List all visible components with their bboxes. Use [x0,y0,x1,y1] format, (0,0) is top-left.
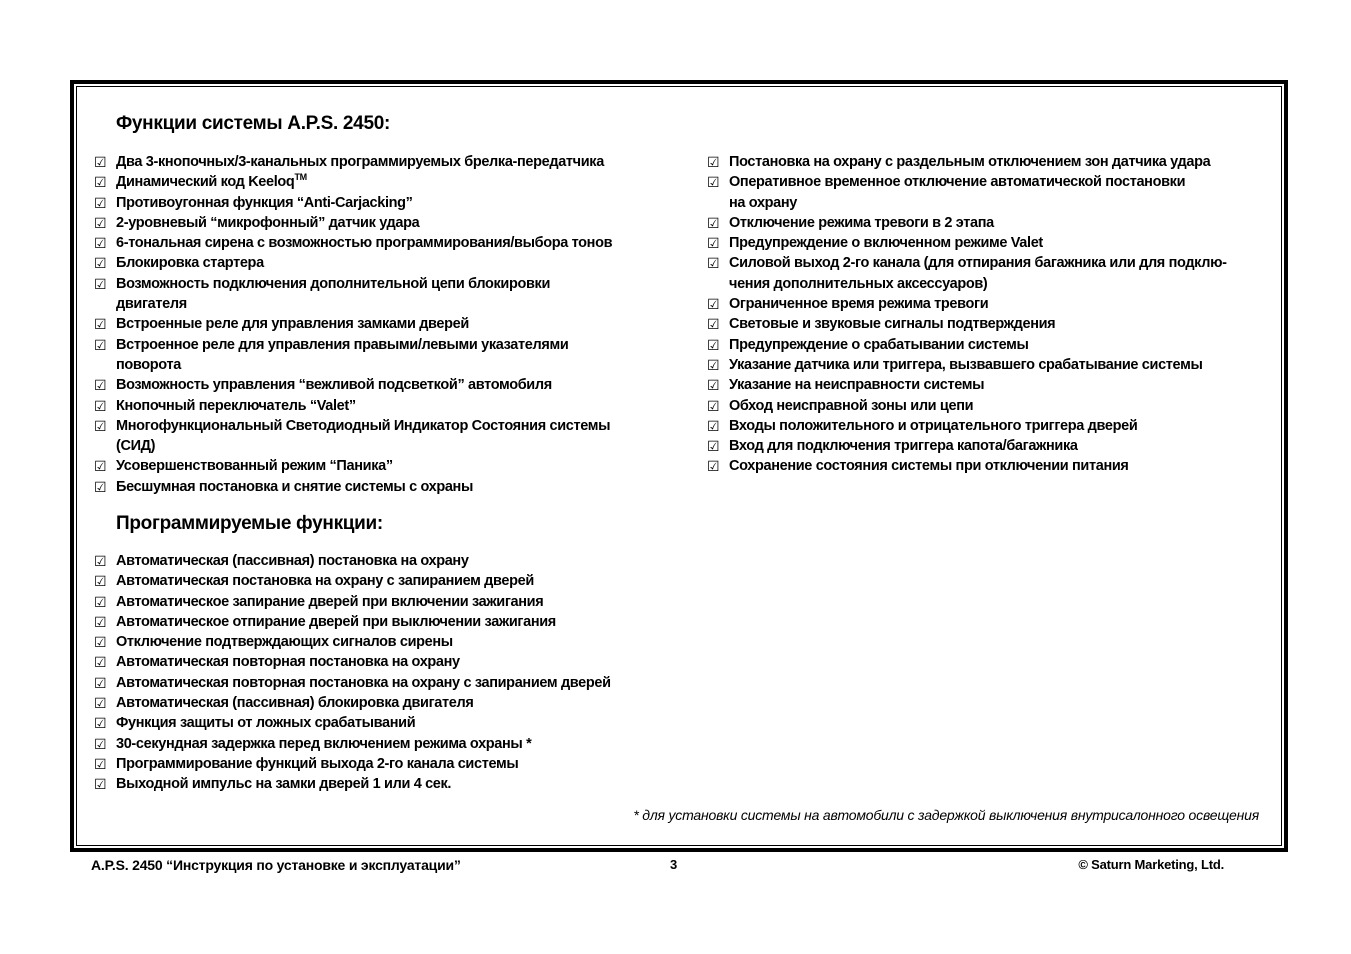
checklist-item-text: Функция защиты от ложных срабатываний [116,715,416,732]
checklist-item-text: Отключение подтверждающих сигналов сирены [116,634,453,651]
checklist-item [94,734,611,754]
checklist-item [94,652,611,672]
features-heading: Функции системы A.P.S. 2450: [116,113,391,134]
checklist-item [94,274,612,315]
checklist-item [94,693,611,713]
footer-copyright: © Saturn Marketing, Ltd. [1078,857,1224,872]
checklist-item-text: Автоматическая (пассивная) блокировка двигателя [116,695,474,712]
checkbox-checked-icon: ☑ [94,654,107,671]
checklist-item-text: Программирование функций выхода 2-го канала системы [116,755,519,772]
checklist-item [94,571,611,591]
checklist-item-text: Кнопочный переключатель “Valet” [116,397,356,414]
checklist-item-text: Оперативное временное отключение автоматической постановки [729,174,1186,191]
checkbox-checked-icon: ☑ [707,174,720,191]
checklist-item-text: Возможность управления “вежливой подсветкой” автомобиля [116,377,552,394]
checklist-item [94,477,612,497]
checkbox-checked-icon: ☑ [94,316,107,333]
checklist-item [707,253,1227,294]
trademark-superscript: TM [294,172,307,183]
checklist-item-continuation: на охрану [729,194,798,211]
checklist-item-text: Автоматическая повторная постановка на охрану с запиранием дверей [116,674,611,691]
checkbox-checked-icon: ☑ [707,214,720,231]
page-frame-inner [76,86,1282,846]
checklist-item-text: 2-уровневый “микрофонный” датчик удара [116,214,420,231]
checklist-item-text: Многофункциональный Светодиодный Индикатор Состояния системы [116,417,611,434]
checklist-item [94,253,612,273]
page-number: 3 [670,857,678,872]
checklist-item-text: Указание на неисправности системы [729,377,985,394]
checklist-item-text: Автоматическая постановка на охрану с запиранием дверей [116,573,534,590]
checklist-item-text: Встроенные реле для управления замками дверей [116,316,469,333]
checklist-item [94,632,611,652]
checkbox-checked-icon: ☑ [94,235,107,252]
checklist-item [94,713,611,733]
checkbox-checked-icon: ☑ [94,755,107,772]
checklist-item-text: Противоугонная функция “Anti-Carjacking” [116,194,413,211]
checklist-item [707,396,1227,416]
checkbox-checked-icon: ☑ [94,417,107,434]
footer-title: A.P.S. 2450 “Инструкция по установке и эксплуатации” [91,857,461,873]
checklist-item-text: Автоматическое отпирание дверей при выключении зажигания [116,613,556,630]
checklist-item [707,416,1227,436]
checkbox-checked-icon: ☑ [94,174,107,191]
footnote: * для установки системы на автомобили с задержкой выключения внутрисалонного освещения [633,807,1259,823]
checklist-item [94,375,612,395]
checklist-item-text: Возможность подключения дополнительной цепи блокировки [116,275,551,292]
checkbox-checked-icon: ☑ [94,735,107,752]
programmable-heading: Программируемые функции: [116,513,383,534]
checkbox-checked-icon: ☑ [707,296,720,313]
checklist-item [94,335,612,376]
checklist-item [94,551,611,571]
checkbox-checked-icon: ☑ [707,356,720,373]
checklist-item-text: Обход неисправной зоны или цепи [729,397,974,414]
checklist-item [707,233,1227,253]
checklist-item-text: Встроенное реле для управления правыми/левыми указателями [116,336,569,353]
checkbox-checked-icon: ☑ [94,634,107,651]
checklist-item [707,355,1227,375]
checklist-item-text: Блокировка стартера [116,255,264,272]
checkbox-checked-icon: ☑ [94,194,107,211]
checklist-item-text: Предупреждение о включенном режиме Valet [729,235,1043,252]
checkbox-checked-icon: ☑ [94,458,107,475]
checklist-item-text: Входы положительного и отрицательного триггера дверей [729,417,1138,434]
checklist-item [707,294,1227,314]
checkbox-checked-icon: ☑ [707,235,720,252]
checklist-item [707,152,1227,172]
checkbox-checked-icon: ☑ [94,336,107,353]
checkbox-checked-icon: ☑ [94,478,107,495]
checklist-item-text: Выходной импульс на замки дверей 1 или 4 сек. [116,776,452,793]
features-list [94,152,612,497]
checkbox-checked-icon: ☑ [94,154,107,170]
checklist-item-continuation: двигателя [116,296,187,313]
checklist-item-text: Усовершенствованный режим “Паника” [116,458,393,475]
checklist-item-continuation: поворота [116,356,181,373]
checkbox-checked-icon: ☑ [707,154,720,170]
checklist-item [707,436,1227,456]
checklist-item-text: Предупреждение о срабатывании системы [729,336,1029,353]
checklist-item-text: 6-тональная сирена с возможностью программирования/выбора тонов [116,235,613,252]
checkbox-checked-icon: ☑ [94,275,107,292]
checkbox-checked-icon: ☑ [707,458,720,475]
checklist-item [94,612,611,632]
checkbox-checked-icon: ☑ [94,715,107,732]
checklist-item-text: Отключение режима тревоги в 2 этапа [729,214,994,231]
checklist-item [707,456,1227,476]
checklist-item [707,335,1227,355]
checklist-item [94,456,612,476]
checklist-item-continuation: чения дополнительных аксессуаров) [729,275,988,292]
checkbox-checked-icon: ☑ [707,255,720,272]
checklist-item-text: Постановка на охрану с раздельным отключением зон датчика удара [729,154,1211,170]
checklist-item-text: Световые и звуковые сигналы подтверждения [729,316,1056,333]
checklist-item-text: Автоматическая (пассивная) постановка на охрану [116,553,469,569]
checklist-item [94,233,612,253]
checklist-item-text: Сохранение состояния системы при отключении питания [729,458,1129,475]
programmable-list [94,551,611,795]
checkbox-checked-icon: ☑ [94,695,107,712]
checklist-item-text: Динамический код Keeloq [116,174,295,191]
checkbox-checked-icon: ☑ [707,336,720,353]
page-frame [70,80,1288,852]
checkbox-checked-icon: ☑ [707,438,720,455]
checklist-item [94,152,612,172]
right-features-list [707,152,1227,477]
checklist-item-text: Ограниченное время режима тревоги [729,296,989,313]
checklist-item-text: Указание датчика или триггера, вызвавшего срабатывание системы [729,356,1203,373]
checkbox-checked-icon: ☑ [94,776,107,793]
checklist-item [94,754,611,774]
checkbox-checked-icon: ☑ [707,417,720,434]
checklist-item [94,314,612,334]
checklist-item-text: Автоматическое запирание дверей при включении зажигания [116,593,544,610]
checkbox-checked-icon: ☑ [707,397,720,414]
checklist-item [94,774,611,794]
checklist-item-text: Бесшумная постановка и снятие системы с охраны [116,478,473,495]
checkbox-checked-icon: ☑ [94,377,107,394]
checkbox-checked-icon: ☑ [94,674,107,691]
checklist-item-text: Два 3-кнопочных/3-канальных программируемых брелка-передатчика [116,154,604,170]
checklist-item [94,416,612,457]
checklist-item [707,314,1227,334]
checklist-item [94,172,612,192]
checklist-item-text: Силовой выход 2-го канала (для отпирания багажника или для подклю- [729,255,1227,272]
checklist-item-continuation: (СИД) [116,438,156,455]
checklist-item [94,396,612,416]
checklist-item-text: Автоматическая повторная постановка на охрану [116,654,460,671]
checklist-item [94,213,612,233]
checklist-item [707,213,1227,233]
checkbox-checked-icon: ☑ [94,593,107,610]
checkbox-checked-icon: ☑ [707,377,720,394]
checkbox-checked-icon: ☑ [94,255,107,272]
checkbox-checked-icon: ☑ [707,316,720,333]
checkbox-checked-icon: ☑ [94,553,107,569]
checklist-item [707,375,1227,395]
checkbox-checked-icon: ☑ [94,214,107,231]
checklist-item [94,592,611,612]
checklist-item [94,193,612,213]
checklist-item [707,172,1227,213]
checklist-item [94,673,611,693]
checklist-item-text: 30-секундная задержка перед включением режима охраны * [116,735,532,752]
checklist-item-text: Вход для подключения триггера капота/багажника [729,438,1078,455]
checkbox-checked-icon: ☑ [94,573,107,590]
checkbox-checked-icon: ☑ [94,397,107,414]
checkbox-checked-icon: ☑ [94,613,107,630]
